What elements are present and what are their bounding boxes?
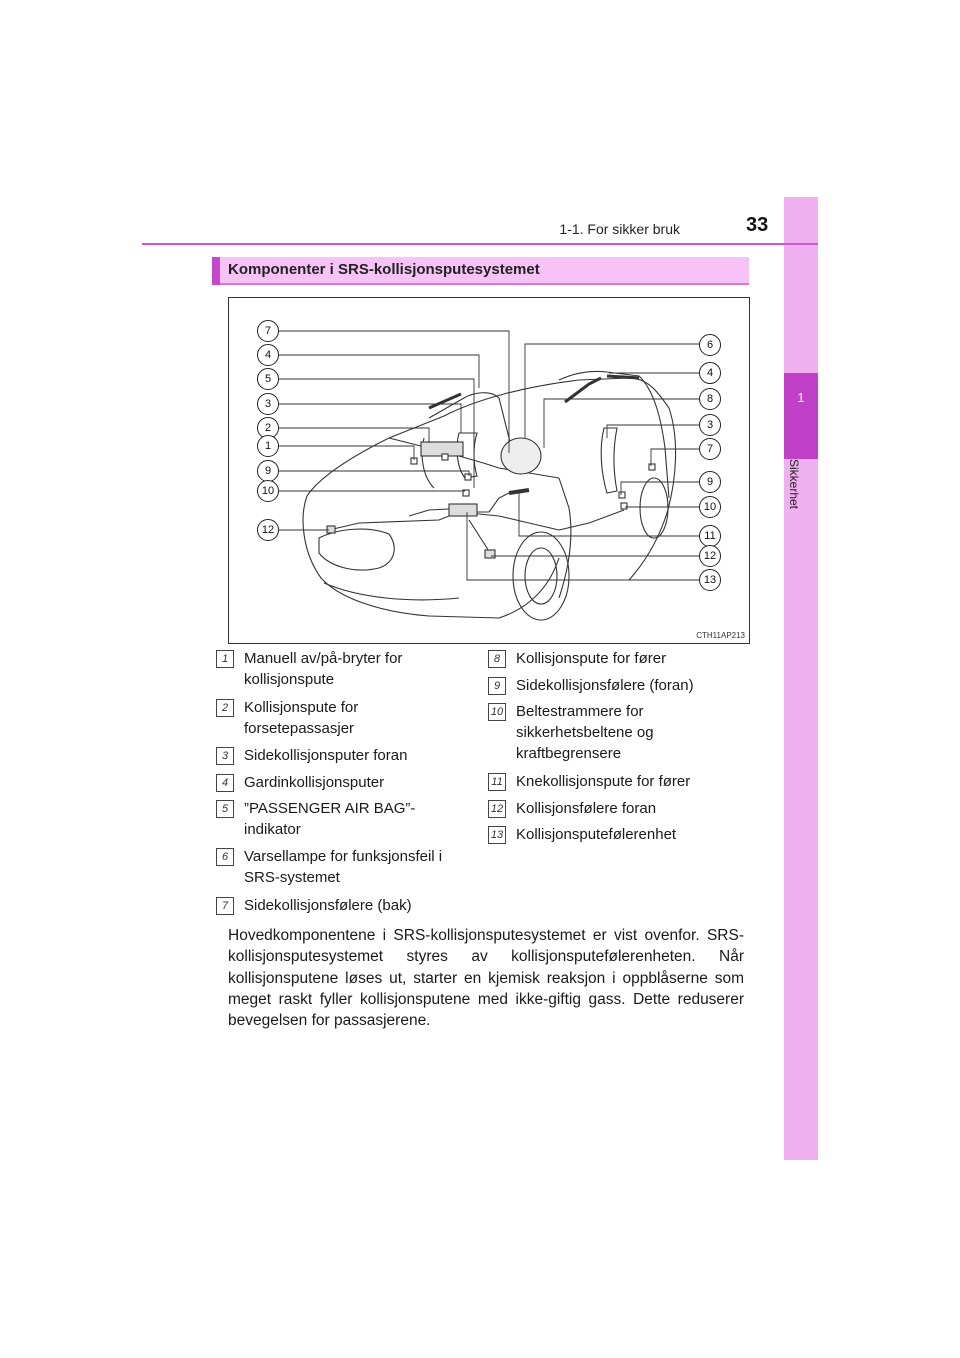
callout-left-6: 1: [257, 435, 279, 457]
legend-text-line: Varsellampe for funksjonsfeil i: [244, 848, 443, 865]
legend-text-line: Gardinkollisjonsputer: [244, 774, 385, 791]
legend-number: 13: [488, 826, 506, 844]
callout-right-3: 8: [699, 388, 721, 410]
figure-code: CTH11AP213: [696, 631, 745, 640]
car-illustration: [229, 298, 749, 643]
callout-left-5: 2: [257, 417, 279, 439]
legend-number: 8: [488, 650, 506, 668]
chapter-title: 1-1. For sikker bruk: [559, 221, 680, 237]
legend-text-line: Beltestrammere for: [516, 703, 644, 720]
legend-text-line: Kollisjonsputefølerenhet: [516, 826, 677, 843]
legend-text-line: kollisjonspute: [244, 671, 335, 688]
header-rule: [142, 243, 818, 245]
section-accent: [212, 257, 220, 285]
side-tab-label: Sikkerhet: [787, 458, 801, 510]
callout-left-2: 4: [257, 344, 279, 366]
legend-text-line: Sidekollisjonsfølere (bak): [244, 897, 412, 914]
legend-number: 11: [488, 773, 506, 791]
legend-text-line: SRS-systemet: [244, 869, 340, 886]
legend-number: 5: [216, 800, 234, 818]
callout-left-1: 7: [257, 320, 279, 342]
callout-right-5: 7: [699, 438, 721, 460]
body-paragraph: Hovedkomponentene i SRS-kollisjonsputesystemet er vist ovenfor. SRS-kollisjonsputesystemet styres av kollisjonsputefølerenheten. Når kollisjonsputene løses ut, starter en kjemisk reaksjon i oppblåserne som meget raskt fyller kollisjonsputene med ikke-giftig gass. Dette reduserer bevegelsen for passasjerene.: [228, 927, 744, 1030]
callout-right-10: 13: [699, 569, 721, 591]
legend-number: 9: [488, 677, 506, 695]
legend-number: 4: [216, 774, 234, 792]
legend-text-line: Kollisjonspute for fører: [516, 650, 667, 667]
legend-text-line: Manuell av/på-bryter for: [244, 650, 403, 667]
legend-text-line: Sidekollisjonsfølere (foran): [516, 677, 694, 694]
callout-right-1: 6: [699, 334, 721, 356]
legend-text-line: Sidekollisjonsputer foran: [244, 747, 408, 764]
legend-text-line: indikator: [244, 821, 301, 838]
legend-number: 7: [216, 897, 234, 915]
callout-right-6: 9: [699, 471, 721, 493]
side-tab-strip: [784, 197, 818, 1160]
legend-number: 1: [216, 650, 234, 668]
legend-text-line: ”PASSENGER AIR BAG”-: [244, 800, 416, 817]
legend-text-line: Knekollisjonspute for fører: [516, 773, 691, 790]
legend-number: 12: [488, 800, 506, 818]
callout-left-7: 9: [257, 460, 279, 482]
page-number: 33: [746, 214, 769, 236]
legend-text-line: sikkerhetsbeltene og: [516, 724, 654, 741]
section-title-bar: [212, 257, 749, 285]
legend-number: 10: [488, 703, 506, 721]
callout-right-2: 4: [699, 362, 721, 384]
callout-left-8: 10: [257, 480, 279, 502]
legend-number: 3: [216, 747, 234, 765]
srs-diagram: [228, 297, 750, 644]
callout-right-9: 12: [699, 545, 721, 567]
callout-right-4: 3: [699, 414, 721, 436]
legend-text-line: forsetepassasjer: [244, 720, 355, 737]
side-tab-number: 1: [797, 390, 805, 405]
legend-number: 2: [216, 699, 234, 717]
legend-text-line: Kollisjonsfølere foran: [516, 800, 657, 817]
legend-number: 6: [216, 848, 234, 866]
callout-right-7: 10: [699, 496, 721, 518]
legend-text-line: kraftbegrensere: [516, 745, 622, 762]
callout-left-9: 12: [257, 519, 279, 541]
legend-text-line: Kollisjonspute for: [244, 699, 359, 716]
callout-left-3: 5: [257, 368, 279, 390]
section-title: Komponenter i SRS-kollisjonsputesystemet: [228, 261, 540, 278]
callout-right-8: 11: [699, 525, 721, 547]
callout-left-4: 3: [257, 393, 279, 415]
side-tab-chapter-marker: [784, 373, 818, 459]
